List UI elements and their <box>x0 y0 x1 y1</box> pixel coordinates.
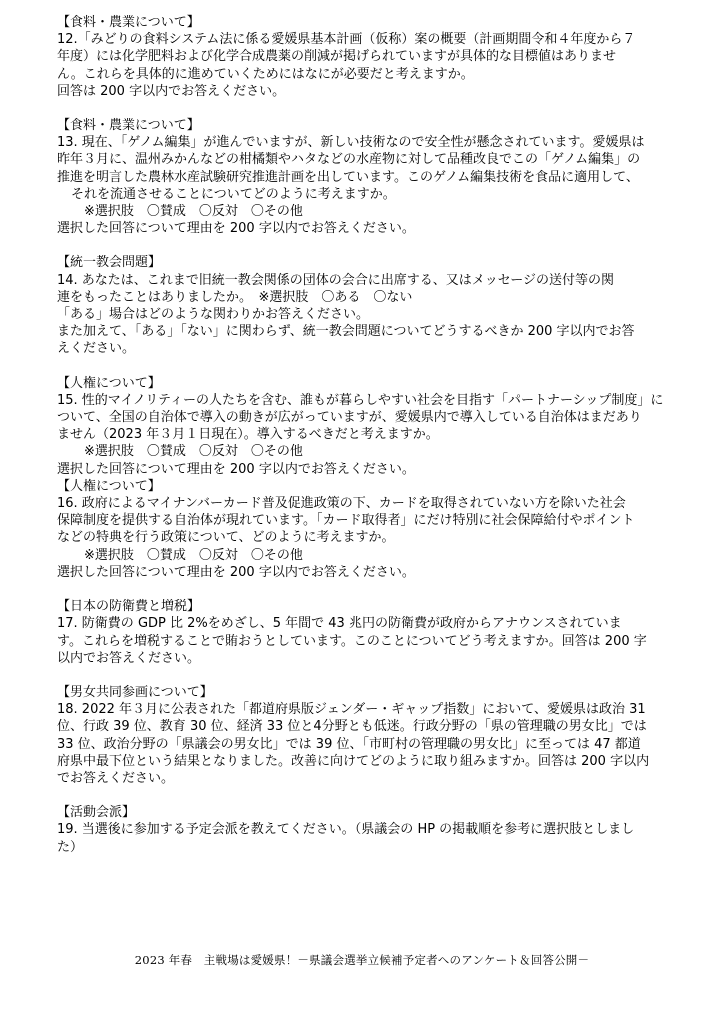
question-text: などの特典を行う政策について、どのように考えますか。 <box>57 530 395 546</box>
answer-instruction: 選択した回答について理由を 200 字以内でお答えください。 <box>57 221 415 237</box>
section-heading: 【活動会派】 <box>57 805 136 821</box>
choice-list: ※選択肢 〇賛成 〇反対 〇その他 <box>84 204 303 220</box>
section-heading: 【日本の防衛費と増税】 <box>57 599 201 615</box>
question-text: ついて、全国の自治体で導入の動きが広がっていますが、愛媛県内で導入している自治体はまだあり <box>57 410 642 426</box>
question-text: 19. 当選後に参加する予定会派を教えてください。（県議会の HP の掲載順を参考に選択肢としまし <box>57 822 635 838</box>
choice-list: ※選択肢 〇賛成 〇反対 〇その他 <box>84 444 303 460</box>
answer-instruction: 回答は 200 字以内でお答えください。 <box>57 83 286 99</box>
question-text: 連をもったことはありましたか。 ※選択肢 〇ある 〇ない <box>57 289 413 305</box>
question-text: 保障制度を提供する自治体が現れています。「カード取得者」にだけ特別に社会保障給付やポイント <box>57 513 635 529</box>
section-heading: 【統一教会問題】 <box>57 255 162 271</box>
section-food-agriculture-13 <box>57 117 677 237</box>
choice-list: ※選択肢 〇賛成 〇反対 〇その他 <box>84 547 303 563</box>
section-gender-equality <box>57 684 677 787</box>
section-heading: 【食料・農業について】 <box>57 118 200 134</box>
section-heading: 【人権について】 <box>57 375 161 391</box>
question-text: 年度）には化学肥料および化学合成農薬の削減が掲げられていますが具体的な目標値はありませ <box>57 49 617 65</box>
question-text: えください。 <box>57 341 136 357</box>
question-text: 17. 防衛費の GDP 比 2%をめざし、5 年間で 43 兆円の防衛費が政府からアナウンスされていま <box>57 616 622 632</box>
answer-instruction: 選択した回答について理由を 200 字以内でお答えください。 <box>57 564 415 580</box>
question-text: 14. あなたは、これまで旧統一教会関係の団体の会合に出席する、又はメッセージの送付等の関 <box>57 272 615 288</box>
question-text: 16. 政府によるマイナンバーカード普及促進政策の下、カードを取得されていない方を除いた社会 <box>57 496 626 512</box>
section-heading: 【男女共同参画について】 <box>57 684 213 700</box>
question-text: 18. 2022 年３月に公表された「都道府県版ジェンダー・ギャップ指数」において、愛媛県は政治 31 <box>57 702 646 718</box>
section-defense-budget <box>57 598 677 667</box>
question-text: 33 位、政治分野の「県議会の男女比」では 39 位、「市町村の管理職の男女比」に至っては 47 都道 <box>57 736 641 752</box>
question-text: でお答えください。 <box>57 770 175 786</box>
section-food-agriculture-12 <box>57 14 677 100</box>
question-text: 13. 現在、「ゲノム編集」が進んでいますが、新しい技術なので安全性が懸念されています。愛媛県は <box>57 135 645 151</box>
question-text: 12.「みどりの食料システム法に係る愛媛県基本計画（仮称）案の概要（計画期間令和４年度から７ <box>57 32 636 48</box>
section-heading: 【人権について】 <box>57 478 161 494</box>
page-footer: 2023 年春 主戦場は愛媛県！－県議会選挙立候補予定者へのアンケート＆回答公開－ <box>134 953 590 967</box>
question-text: 昨年３月に、温州みかんなどの柑橘類やハタなどの水産物に対して品種改良でこの「ゲノム編集」の <box>57 152 641 168</box>
question-text: た） <box>57 839 84 855</box>
question-text: 推進を明言した農林水産試験研究推進計画を出しています。このゲノム編集技術を食品に適用して、 <box>57 169 639 185</box>
question-text: 以内でお答えください。 <box>57 650 201 666</box>
document-body <box>57 14 677 856</box>
question-text: 15. 性的マイノリティーの人たちを含む、誰もが暮らしやすい社会を目指す「パートナーシップ制度」に <box>57 392 664 408</box>
question-text: それを流通させることについてどのように考えますか。 <box>71 186 396 202</box>
section-heading: 【食料・農業について】 <box>57 15 200 30</box>
question-text: 「ある」場合はどのような関わりかお答えください。 <box>57 307 370 323</box>
question-text: 府県中最下位という結果となりました。改善に向けてどのように取り組みますか。回答は 200 字以内 <box>57 753 650 769</box>
section-unification-church <box>57 254 677 357</box>
question-text: す。これらを増税することで賄おうとしています。このことについてどう考えますか。回答は 200 字 <box>57 633 647 649</box>
answer-instruction: 選択した回答について理由を 200 字以内でお答えください。 <box>57 461 415 477</box>
section-caucus <box>57 804 677 856</box>
question-text: 位、行政 39 位、教育 30 位、経済 33 位と4分野とも低迷。行政分野の「県の管理職の男女比」では <box>57 719 647 735</box>
question-text: ん。これらを具体的に進めていくためにはなにが必要だと考えますか。 <box>57 66 474 82</box>
question-text: ません（2023 年３月１日現在）。導入するべきだと考えますか。 <box>57 427 439 443</box>
section-human-rights-15 <box>57 375 677 478</box>
section-human-rights-16 <box>57 478 677 581</box>
question-text: また加えて、「ある」「ない」に関わらず、統一教会問題についてどうするべきか 200 字以内でお答 <box>57 324 635 340</box>
